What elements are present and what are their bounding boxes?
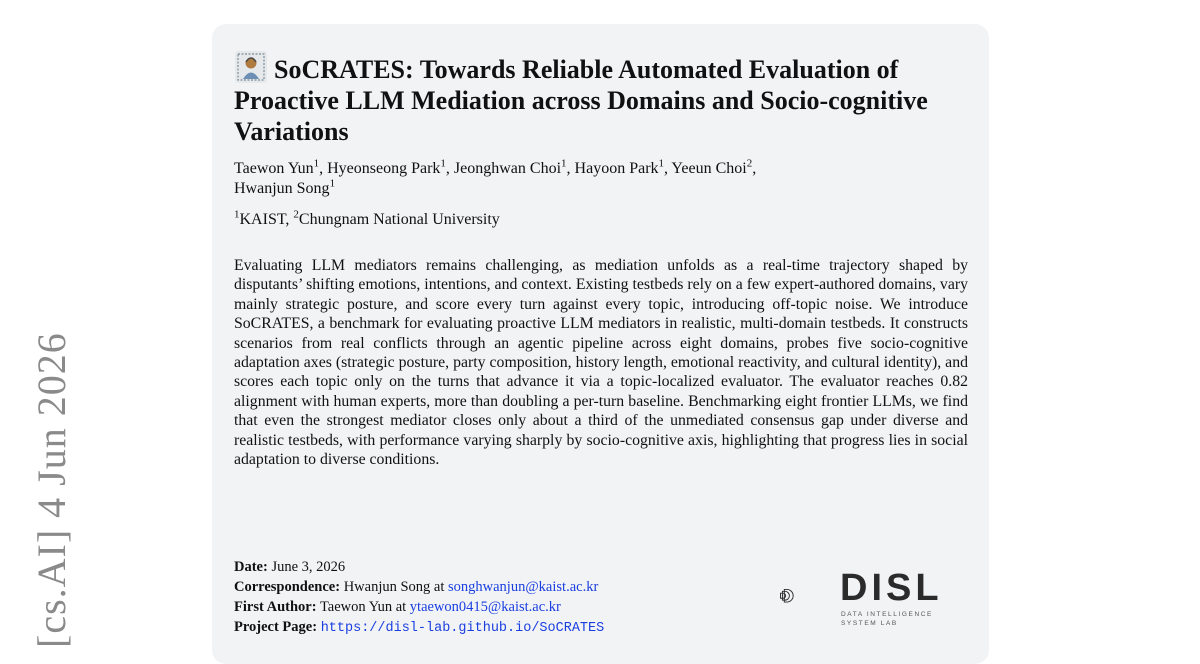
date-value: June 3, 2026 xyxy=(271,559,346,575)
correspondence-label: Correspondence: xyxy=(234,579,341,595)
disl-logo-icon xyxy=(778,572,838,622)
first-author-label: First Author: xyxy=(234,599,317,615)
date-label: Date: xyxy=(234,559,268,575)
project-page-line xyxy=(234,617,754,639)
abstract-text: Evaluating LLM mediators remains challenging, as mediation unfolds as a real-time trajectory shaped by disputants’ shifting emotions, intentions, and context. Existing testbeds rely on a few expert-authored domains, vary mainly strategic posture, and score every turn against every topic, introducing off-topic noise. We introduce SoCRATES, a benchmark for evaluating proactive LLM mediators in realistic, multi-domain testbeds. It constructs scenarios from real conflicts through an agentic pipeline across eight domains, probes five socio-cognitive adaptation axes (strategic posture, party composition, history length, emotional reactivity, and cultural identity), and scores each topic only on the turns that advance it via a topic-localized evaluator. The evaluator reaches 0.82 alignment with human experts, more than doubling a per-turn baseline. Benchmarking eight frontier LLMs, we find that even the strongest mediator closes only about a third of the unmediated consensus gap under diverse and realistic testbeds, with performance varying sharply by socio-cognitive axis, highlighting that progress lies in social adaptation to diverse conditions. xyxy=(234,257,968,469)
affiliation-mark: 2 xyxy=(293,208,299,221)
author-name: Yeeun Choi xyxy=(671,160,747,177)
affiliation-mark: 1 xyxy=(234,208,240,221)
author-affiliation-mark: 1 xyxy=(440,157,446,170)
project-page-label: Project Page: xyxy=(234,619,318,635)
paper-title xyxy=(234,50,974,147)
project-page-link[interactable]: https://disl-lab.github.io/SoCRATES xyxy=(320,621,605,636)
affiliation-name: Chungnam National University xyxy=(298,211,500,228)
lab-logo-subtitle xyxy=(841,610,933,628)
date-line xyxy=(234,557,754,577)
first-author-line xyxy=(234,597,754,617)
title-text: SoCRATES: Towards Reliable Automated Evaluation of Proactive LLM Mediation across Domains and Socio-cognitive Variations xyxy=(234,55,928,146)
lab-logo-name: DISL xyxy=(840,567,943,609)
author-name: Hayoon Park xyxy=(574,160,659,177)
correspondence-name: Hwanjun Song at xyxy=(343,579,445,595)
correspondence-email-link[interactable]: songhwanjun@kaist.ac.kr xyxy=(448,579,599,595)
author-name: Jeonghwan Choi xyxy=(453,160,562,177)
author-name: Hyeonseong Park xyxy=(327,160,441,177)
author-affiliation-mark: 1 xyxy=(329,177,336,190)
correspondence-line xyxy=(234,577,754,597)
author-name: Taewon Yun xyxy=(234,160,314,177)
lab-logo-sub-line2: SYSTEM LAB xyxy=(841,620,898,627)
author-name: Hwanjun Song xyxy=(234,180,330,197)
author-affiliation-mark: 1 xyxy=(313,157,320,170)
socrates-logo-icon xyxy=(234,50,268,84)
first-author-email-link[interactable]: ytaewon0415@kaist.ac.kr xyxy=(409,599,561,615)
affiliation-name: KAIST xyxy=(239,211,286,228)
paper-metadata xyxy=(234,557,754,639)
author-affiliation-mark: 2 xyxy=(746,157,753,170)
author-affiliation-mark: 1 xyxy=(561,157,567,170)
first-author-name: Taewon Yun at xyxy=(319,599,407,615)
author-affiliation-mark: 1 xyxy=(658,157,665,170)
lab-logo-sub-line1: DATA INTELLIGENCE xyxy=(841,611,933,618)
affiliation-list: $^1$KAIST, $^2$Chungnam National University xyxy=(234,208,500,228)
arxiv-stamp: [cs.AI] 4 Jun 2026 xyxy=(29,332,74,648)
author-list: Taewon Yun$^1$, Hyeonseong Park$^1$, Jeonghwan Choi$^1$, Hayoon Park$^1$, Yeeun Choi$^2$, Hwanjun Song$^1$ xyxy=(234,157,757,197)
